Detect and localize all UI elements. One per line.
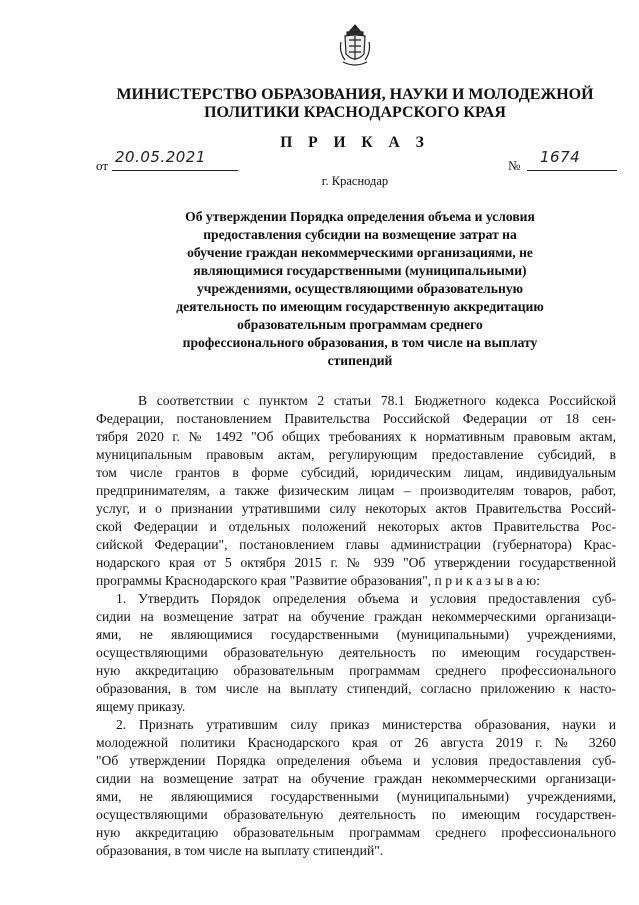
order-number: 1674 — [540, 148, 581, 166]
date-prefix: от — [96, 158, 109, 173]
body-line: муниципальным правовым актам, регулирующим предоставление субсидий, в — [96, 447, 616, 462]
subject-line: предоставления субсидии на возмещение затрат на — [203, 227, 517, 242]
body-line: услуг, и о признании утратившими силу некоторых актов Правительства Россий- — [96, 501, 616, 516]
body-line: ную аккредитацию образовательным программам среднего профессионального — [96, 663, 616, 678]
body-line: осуществляющими образовательную деятельность по имеющим государствен- — [96, 645, 616, 660]
date-underline — [112, 170, 238, 171]
body-line: образования, в том числе на выплату стипендий, согласно приложению к насто- — [96, 681, 616, 696]
order-subject — [105, 208, 615, 370]
ministry-name-line-2: ПОЛИТИКИ КРАСНОДАРСКОГО КРАЯ — [204, 104, 506, 121]
subject-line: являющимися государственными (муниципальными) — [193, 263, 527, 278]
body-line: ями, не являющимися государственными (муниципальными) учреждениями, — [96, 627, 616, 642]
body-line: сийской Федерации", постановлением главы администрации (губернатора) Крас- — [96, 537, 616, 552]
body-line: ями, не являющимися государственными (муниципальными) учреждениями, — [96, 789, 616, 804]
body-line: предпринимателям, а также физическим лицам – производителям товаров, работ, — [96, 483, 616, 498]
body-line: осуществляющими образовательную деятельность по имеющим государствен- — [96, 807, 616, 822]
body-line: ской Федерации и отдельных положений некоторых актов Правительства Рос- — [96, 519, 616, 534]
body-line: тября 2020 г. № 1492 "Об общих требованиях к нормативным правовым актам, — [96, 429, 616, 444]
subject-line: учреждениями, осуществляющими образовательную — [196, 281, 524, 296]
subject-line: деятельность по имеющим государственную аккредитацию — [176, 299, 544, 314]
body-line: сидии на возмещение затрат на обучение граждан некоммерческими организаци- — [96, 609, 616, 624]
coat-of-arms-icon — [337, 22, 373, 70]
subject-line: профессионального образования, в том числе на выплату — [182, 335, 538, 350]
order-date: 20.05.2021 — [115, 148, 206, 166]
subject-line: Об утверждении Порядка определения объема и условия — [185, 209, 535, 224]
body-line: сидии на возмещение затрат на обучение граждан некоммерческими организаци- — [96, 771, 616, 786]
body-line: том числе грантов в форме субсидий, юридическим лицам, индивидуальным — [96, 465, 616, 480]
body-line: молодежной политики Краснодарского края от 26 августа 2019 г. № 3260 — [96, 735, 616, 750]
body-line: образования, в том числе на выплату стипендий". — [96, 843, 384, 858]
body-line: Федерации, постановлением Правительства Российской Федерации от 18 сен- — [96, 411, 616, 426]
subject-line: обучение граждан некоммерческими организациями, не — [187, 245, 533, 260]
number-prefix: № — [508, 158, 521, 173]
body-line: "Об утверждении Порядка определения объема и условия предоставления суб- — [96, 753, 616, 768]
subject-line: стипендий — [327, 353, 393, 368]
body-line: ящему приказу. — [96, 699, 186, 714]
body-line: В соответствии с пунктом 2 статьи 78.1 Бюджетного кодекса Российской — [138, 393, 616, 408]
body-line: 1. Утвердить Порядок определения объема и условия предоставления суб- — [116, 591, 616, 606]
body-line: нодарского края от 5 октября 2015 г. № 939 "Об утверждении государственной — [96, 555, 616, 570]
ministry-name-line-1: МИНИСТЕРСТВО ОБРАЗОВАНИЯ, НАУКИ И МОЛОДЕЖНОЙ — [116, 86, 594, 103]
body-line: программы Краснодарского края "Развитие образования", п р и к а з ы в а ю: — [96, 573, 540, 588]
city-label: г. Краснодар — [321, 174, 389, 188]
subject-line: образовательным программам среднего — [237, 317, 483, 332]
number-underline — [527, 170, 617, 171]
body-line: ную аккредитацию образовательным программам среднего профессионального — [96, 825, 616, 840]
body-line: 2. Признать утратившим силу приказ министерства образования, науки и — [116, 717, 616, 732]
document-type-title: П Р И К А З — [280, 134, 430, 151]
